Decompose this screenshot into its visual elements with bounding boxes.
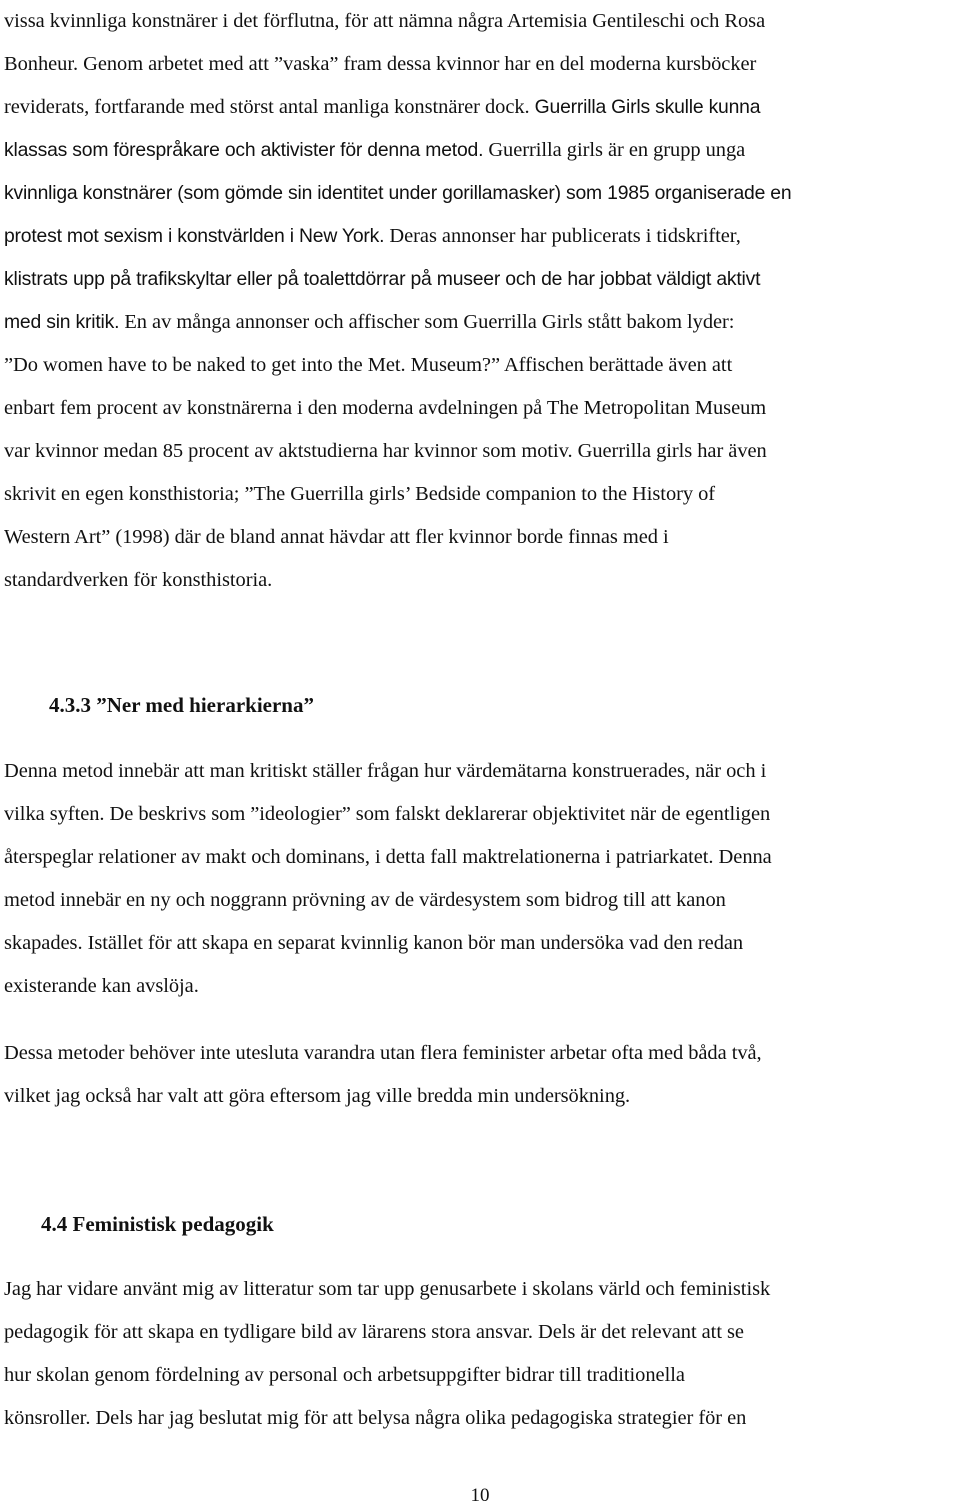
text-line: existerande kan avslöja. [4, 975, 199, 997]
text-line: metod innebär en ny och noggrann prövning av de värdesystem som bidrog till att kanon [4, 889, 726, 911]
text-line: Denna metod innebär att man kritiskt ställer frågan hur värdemätarna konstruerades, när och i [4, 760, 767, 782]
text-line: återspeglar relationer av makt och dominans, i detta fall maktrelationerna i patriarkatet. Denna [4, 846, 772, 868]
text-line: Dessa metoder behöver inte utesluta varandra utan flera feminister arbetar ofta med båda två, [4, 1042, 762, 1064]
text-line: vissa kvinnliga konstnärer i det förflutna, för att nämna några Artemisia Gentileschi och Rosa [4, 10, 766, 32]
text-line: med sin kritik. En av många annonser och affischer som Guerrilla Girls stått bakom lyder: [4, 311, 735, 333]
text-line: standardverken för konsthistoria. [4, 569, 273, 591]
paragraph-feministisk-pedagogik [4, 1268, 958, 1440]
text-line: ”Do women have to be naked to get into the Met. Museum?” Affischen berättade även att [4, 354, 733, 376]
text-line: könsroller. Dels har jag beslutat mig för att belysa några olika pedagogiska strategier för en [4, 1407, 747, 1429]
paragraph-metoder [4, 1032, 958, 1118]
page-number: 10 [470, 1485, 490, 1506]
text-line: vilka syften. De beskrivs som ”ideologier” som falskt deklarerar objektivitet när de egentligen [4, 803, 771, 825]
text-line: hur skolan genom fördelning av personal och arbetsuppgifter bidrar till traditionella [4, 1364, 685, 1386]
text-line: klassas som förespråkare och aktivister för denna metod. Guerrilla girls är en grupp unga [4, 139, 746, 161]
text-line: reviderats, fortfarande med störst antal manliga konstnärer dock. Guerrilla Girls skulle kunna [4, 96, 761, 118]
section-heading-4-3-3: 4.3.3 ”Ner med hierarkierna” [49, 693, 314, 717]
section-heading-4-4: 4.4 Feministisk pedagogik [41, 1212, 274, 1236]
text-line: vilket jag också har valt att göra eftersom jag ville bredda min undersökning. [4, 1085, 631, 1107]
text-line: Western Art” (1998) där de bland annat hävdar att fler kvinnor borde finnas med i [4, 526, 669, 548]
text-line: klistrats upp på trafikskyltar eller på toalettdörrar på museer och de har jobbat väldigt aktivt [4, 268, 761, 290]
text-line: pedagogik för att skapa en tydligare bild av lärarens stora ansvar. Dels är det relevant att se [4, 1321, 744, 1343]
text-line: Jag har vidare använt mig av litteratur som tar upp genusarbete i skolans värld och feministisk [4, 1278, 771, 1300]
text-line: skrivit en egen konsthistoria; ”The Guerrilla girls’ Bedside companion to the History of [4, 483, 716, 505]
text-line: var kvinnor medan 85 procent av aktstudierna har kvinnor som motiv. Guerrilla girls har även [4, 440, 767, 462]
text-line: kvinnliga konstnärer (som gömde sin identitet under gorillamasker) som 1985 organiserade en [4, 182, 792, 204]
text-line: skapades. Istället för att skapa en separat kvinnlig kanon bör man undersöka vad den redan [4, 932, 744, 954]
paragraph-guerrilla-girls [4, 0, 958, 602]
text-line: enbart fem procent av konstnärerna i den moderna avdelningen på The Metropolitan Museum [4, 397, 767, 419]
text-line: Bonheur. Genom arbetet med att ”vaska” fram dessa kvinnor har en del moderna kursböcker [4, 53, 757, 75]
text-line: protest mot sexism i konstvärlden i New York. Deras annonser har publicerats i tidskrifter, [4, 225, 741, 247]
paragraph-ner-med-hierarkierna [4, 750, 958, 1008]
